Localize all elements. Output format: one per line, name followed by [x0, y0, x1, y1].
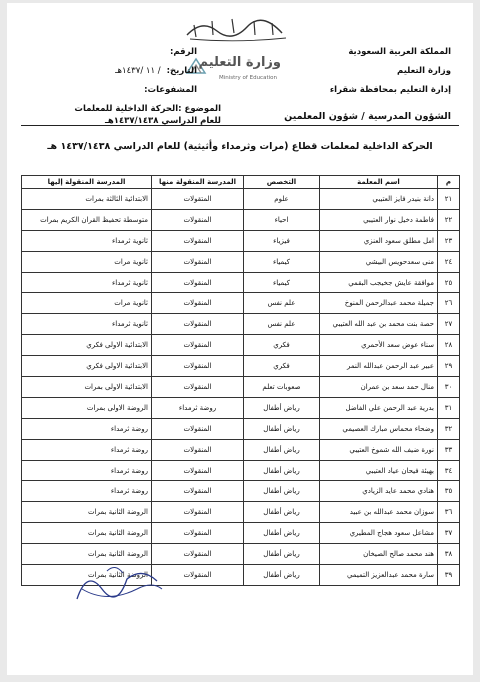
transfers-table — [21, 175, 460, 586]
cell-teacher-name: موافقة عايش جخيجب البقمي — [320, 272, 438, 293]
cell-teacher-name: هنادي محمد عايد الزيادي — [320, 481, 438, 502]
administration-name: إدارة التعليم بمحافظة شقراء — [329, 85, 451, 95]
cell-teacher-name: بهيئة فيحان عياد العتيبي — [320, 460, 438, 481]
cell-to-school: ثانوية مرات — [22, 251, 152, 272]
cell-number: ٣٣ — [438, 439, 460, 460]
country-name: المملكة العربية السعودية — [348, 47, 451, 57]
cell-teacher-name: بدرية عبد الرحمن علي الفاضل — [320, 397, 438, 418]
subject-block — [21, 103, 221, 127]
cell-from-school: المنقولات — [152, 523, 244, 544]
cell-to-school: الابتدائية الاولى بمرات — [22, 377, 152, 398]
ministry-logo — [185, 55, 285, 95]
cell-number: ٣٨ — [438, 544, 460, 565]
table-row — [22, 481, 460, 502]
cell-teacher-name: فاطمة دخيل نوار العتيبي — [320, 209, 438, 230]
date-label: التاريخ: — [166, 66, 197, 76]
cell-number: ٣٤ — [438, 460, 460, 481]
table-row — [22, 314, 460, 335]
table-row — [22, 439, 460, 460]
subject-label: الموضوع : — [178, 104, 221, 114]
table-row — [22, 377, 460, 398]
cell-specialty: رياض أطفال — [244, 460, 320, 481]
cell-specialty: كيمياء — [244, 251, 320, 272]
cell-specialty: رياض أطفال — [244, 481, 320, 502]
ministry-name: وزارة التعليم — [397, 66, 451, 76]
cell-from-school: المنقولات — [152, 544, 244, 565]
document-title: الحركة الداخلية لمعلمات قطاع (مرات وثرمداء وأثيثية) للعام الدراسي ١٤٣٧/١٤٣٨ هـ — [47, 141, 433, 152]
table-row — [22, 356, 460, 377]
cell-number: ٣٥ — [438, 481, 460, 502]
cell-teacher-name: هند محمد صالح الصيخان — [320, 544, 438, 565]
subject-line1: الحركة الداخلية للمعلمات — [74, 104, 179, 114]
basmala-calligraphy — [182, 13, 292, 43]
col-header-to-school: المدرسة المنقولة إليها — [22, 176, 152, 189]
letterhead-right — [311, 43, 451, 100]
letterhead-left — [27, 43, 197, 100]
table-row — [22, 523, 460, 544]
cell-specialty: فكري — [244, 335, 320, 356]
cell-to-school: الروضة الثانية بمرات — [22, 544, 152, 565]
cell-number: ٢١ — [438, 189, 460, 210]
cell-number: ٢٢ — [438, 209, 460, 230]
cell-to-school: ثانوية ثرمداء — [22, 230, 152, 251]
cell-from-school: المنقولات — [152, 481, 244, 502]
cell-to-school: ثانوية مرات — [22, 293, 152, 314]
cell-teacher-name: نورة ضيف الله شموخ العتيبي — [320, 439, 438, 460]
cell-from-school: المنقولات — [152, 377, 244, 398]
cell-specialty: كيمياء — [244, 272, 320, 293]
cell-to-school: روضة ثرمداء — [22, 439, 152, 460]
cell-to-school: الروضة الثانية بمرات — [22, 565, 152, 586]
cell-to-school: روضة ثرمداء — [22, 481, 152, 502]
table-row — [22, 460, 460, 481]
cell-from-school: المتقولات — [152, 189, 244, 210]
cell-teacher-name: جميلة محمد عبدالرحمن المنوخ — [320, 293, 438, 314]
table-header-row — [22, 176, 460, 189]
cell-teacher-name: سناء عوض سعد الأحمري — [320, 335, 438, 356]
cell-teacher-name: سوزان محمد عبدالله بن عبيد — [320, 502, 438, 523]
cell-number: ٢٨ — [438, 335, 460, 356]
cell-to-school: روضة ثرمداء — [22, 460, 152, 481]
cell-specialty: علوم — [244, 189, 320, 210]
table-row — [22, 251, 460, 272]
cell-specialty: رياض أطفال — [244, 439, 320, 460]
cell-specialty: رياض أطفال — [244, 418, 320, 439]
cell-from-school: المنقولات — [152, 314, 244, 335]
cell-number: ٣٦ — [438, 502, 460, 523]
cell-specialty: صعوبات تعلم — [244, 377, 320, 398]
cell-to-school: الابتدائية الاولى فكري — [22, 356, 152, 377]
table-row — [22, 502, 460, 523]
cell-number: ٢٧ — [438, 314, 460, 335]
cell-number: ٣٧ — [438, 523, 460, 544]
table-row — [22, 293, 460, 314]
table-row — [22, 335, 460, 356]
cell-specialty: فكري — [244, 356, 320, 377]
cell-to-school: متوسطة تحفيظ القران الكريم بمرات — [22, 209, 152, 230]
cell-to-school: الابتدائية الثالثة بمرات — [22, 189, 152, 210]
cell-from-school: المنقولات — [152, 565, 244, 586]
cell-from-school: روضة ثرمداء — [152, 397, 244, 418]
subject-line2: للعام الدراسي ١٤٣٧/١٤٣٨هـ — [104, 116, 221, 126]
cell-to-school: روضة ثرمداء — [22, 418, 152, 439]
col-header-name: اسم المعلمة — [320, 176, 438, 189]
cell-specialty: علم نفس — [244, 293, 320, 314]
cell-teacher-name: حصة بنت محمد بن عبد الله العتيبي — [320, 314, 438, 335]
attachments-label: المشفوعات: — [144, 85, 197, 95]
cell-from-school: المنقولات — [152, 209, 244, 230]
cell-teacher-name: مشاعل سعود هجاج المطيري — [320, 523, 438, 544]
cell-from-school: المنقولات — [152, 418, 244, 439]
cell-teacher-name: منال حمد سعد بن عمران — [320, 377, 438, 398]
table-row — [22, 209, 460, 230]
cell-from-school: المنقولات — [152, 335, 244, 356]
cell-specialty: احياء — [244, 209, 320, 230]
cell-from-school: المنقولات — [152, 439, 244, 460]
cell-from-school: المنقولات — [152, 230, 244, 251]
cell-number: ٢٥ — [438, 272, 460, 293]
cell-number: ٣٩ — [438, 565, 460, 586]
cell-teacher-name: امل مطلق سعود العنزي — [320, 230, 438, 251]
cell-to-school: الروضة الثانية بمرات — [22, 523, 152, 544]
cell-from-school: المنقولات — [152, 356, 244, 377]
cell-specialty: رياض أطفال — [244, 523, 320, 544]
cell-specialty: فيزياء — [244, 230, 320, 251]
ministry-logo-arabic: وزارة التعليم — [198, 55, 281, 70]
cell-specialty: رياض أطفال — [244, 565, 320, 586]
header-divider — [21, 125, 459, 126]
col-header-from-school: المدرسة المنقولة منها — [152, 176, 244, 189]
cell-specialty: علم نفس — [244, 314, 320, 335]
cell-to-school: الابتدائية الاولى فكري — [22, 335, 152, 356]
cell-from-school: المنقولات — [152, 272, 244, 293]
cell-teacher-name: عبير عبد الرحمن عبدالله النمر — [320, 356, 438, 377]
table-row — [22, 397, 460, 418]
table-row — [22, 189, 460, 210]
cell-from-school: المنقولات — [152, 293, 244, 314]
cell-teacher-name: دانة بنيدر فايز العتيبي — [320, 189, 438, 210]
cell-to-school: ثانوية ثرمداء — [22, 314, 152, 335]
cell-number: ٢٣ — [438, 230, 460, 251]
cell-number: ٢٩ — [438, 356, 460, 377]
cell-from-school: المنقولات — [152, 460, 244, 481]
department-name: الشؤون المدرسية / شؤون المعلمين — [284, 111, 451, 122]
date-value: / ١١ /١٤٣٧هـ — [115, 66, 161, 76]
cell-teacher-name: منى سعدحويس البيشي — [320, 251, 438, 272]
signature — [67, 559, 167, 609]
ministry-logo-english: Ministry of Education — [218, 75, 277, 81]
ref-label: الرقم: — [169, 47, 197, 57]
col-header-specialty: التخصص — [244, 176, 320, 189]
col-header-number: م — [438, 176, 460, 189]
cell-number: ٢٤ — [438, 251, 460, 272]
cell-number: ٣٠ — [438, 377, 460, 398]
cell-teacher-name: سارة محمد عبدالعزيز التميمي — [320, 565, 438, 586]
cell-specialty: رياض أطفال — [244, 397, 320, 418]
cell-to-school: الروضة الثانية بمرات — [22, 502, 152, 523]
table-row — [22, 230, 460, 251]
cell-specialty: رياض أطفال — [244, 502, 320, 523]
cell-to-school: ثانوية ثرمداء — [22, 272, 152, 293]
table-row — [22, 418, 460, 439]
cell-specialty: رياض أطفال — [244, 544, 320, 565]
table-row — [22, 272, 460, 293]
cell-number: ٣١ — [438, 397, 460, 418]
cell-to-school: الروضة الاولى بمرات — [22, 397, 152, 418]
cell-teacher-name: وضحاء محماس مبارك العصيمي — [320, 418, 438, 439]
document-page — [7, 3, 473, 675]
cell-from-school: المنقولات — [152, 502, 244, 523]
cell-number: ٣٢ — [438, 418, 460, 439]
cell-from-school: المنقولات — [152, 251, 244, 272]
cell-number: ٢٦ — [438, 293, 460, 314]
